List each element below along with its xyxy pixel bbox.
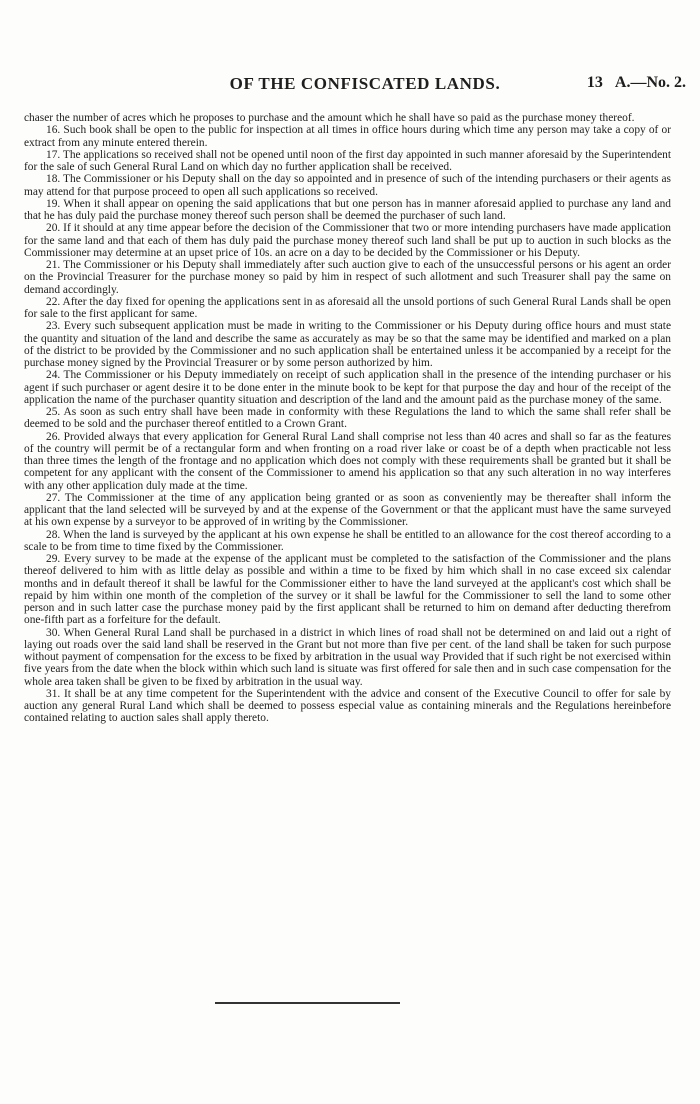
paragraph-24: 24. The Commissioner or his Deputy immediately on receipt of such application shall in the presence of the intending purchaser or his agent if such purchaser or agent desire it to be done enter in the minute book to be kept for that purpose the day and hour of the receipt of the application the name of the purchaser quantity situation and description of the land and the amount paid as the purchase money of the same. xyxy=(24,369,671,406)
page-number: 13 xyxy=(586,74,603,91)
end-rule xyxy=(215,1002,400,1004)
paragraph-16: 16. Such book shall be open to the public for inspection at all times in office hours during which time any person may take a copy of or extract from any minute entered therein. xyxy=(24,124,671,149)
paragraph-17: 17. The applications so received shall not be opened until noon of the first day appointed in such manner aforesaid by the Superintendent for the sale of such General Rural Land on which day no further application shall be received. xyxy=(24,148,671,173)
paragraph-26: 26. Provided always that every application for General Rural Land shall comprise not less than 40 acres and shall so far as the features of the country will permit be of a rectangular form and when fronting on a road river lake or coast be of a depth when practicable not less than three times the length of the frontage and no application which does not comply with these requirements shall be granted but it shall be competent for any applicant with the consent of the Commissioner to amend his application so that any such alteration in no way interferes with any other application duly made at the time. xyxy=(24,430,671,492)
paragraph-23: 23. Every such subsequent application must be made in writing to the Commissioner or his Deputy during office hours and must state the quantity and situation of the land and describe the same as accurately as may be so that the same may be identified and marked on a plan of the district to be provided by the Commissioner and no such application shall be entertained unless it be accompanied by a receipt for the purchase money signed by the Provincial Treasurer or by some person authorized by him. xyxy=(24,320,671,369)
paragraph-20: 20. If it should at any time appear before the decision of the Commissioner that two or more intending purchasers have made application for the same land and that each of them has duly paid the purchase money thereof such land shall be put up to auction in such blocks as the Commissioner may determine at an upset price of 10s. an acre on a day to be decided by the Commissioner or his Deputy. xyxy=(24,222,671,259)
paragraph-18: 18. The Commissioner or his Deputy shall on the day so appointed and in presence of such of the intending purchasers or their agents as may attend for that purpose proceed to open all such applications so received. xyxy=(24,173,671,198)
paragraph-30: 30. When General Rural Land shall be purchased in a district in which lines of road shall not be determined on and laid out a right of laying out roads over the said land shall be reserved in the Grant but not more than five per cent. of the land shall be taken for such purpose without payment of compensation for the excess to be fixed by arbitration in the usual way Provided that if such right be not exercised within five years from the date when the block within which such land is situate was first offered for sale then and in such case compensation for the whole area taken shall be given to be fixed by arbitration in the usual way. xyxy=(24,626,671,688)
paragraph-29: 29. Every survey to be made at the expense of the applicant must be completed to the satisfaction of the Commissioner and the plans thereof delivered to him with as little delay as possible and within a time to be fixed by him which shall in no case exceed six calendar months and in default thereof it shall be lawful for the Commissioner either to have the land surveyed at the applicant's cost which shall be repaid by him within one month of the completion of the survey or it shall be lawful for the Commissioner to sell the land to some other person and in such latter case the purchase money paid by the first applicant shall be returned to him on demand after deducting therefrom one-fifth part as a forfeiture for the default. xyxy=(24,553,671,627)
page-reference xyxy=(587,74,686,92)
paragraph-21: 21. The Commissioner or his Deputy shall immediately after such auction give to each of the unsuccessful persons or his agent an order on the Provincial Treasurer for the purchase money so paid by him in respect of such allotment and such Treasurer shall pay the same on demand accordingly. xyxy=(24,259,671,296)
document-body xyxy=(24,112,671,725)
page-header xyxy=(44,74,686,96)
document-ref: A.—No. 2. xyxy=(614,74,686,91)
paragraph-22: 22. After the day fixed for opening the applications sent in as aforesaid all the unsold portions of such General Rural Lands shall be open for sale to the first applicant for same. xyxy=(24,295,671,320)
paragraph-25: 25. As soon as such entry shall have been made in conformity with these Regulations the land to which the same shall refer shall be deemed to be sold and the purchaser thereof entitled to a Crown Grant. xyxy=(24,406,671,431)
paragraph-27: 27. The Commissioner at the time of any application being granted or as soon as conveniently may be thereafter shall inform the applicant that the land selected will be surveyed by and at the expense of the Government or that the applicant must have the same surveyed at his own expense by a surveyor to be approved of in writing by the Commissioner. xyxy=(24,491,671,529)
paragraph-28: 28. When the land is surveyed by the applicant at his own expense he shall be entitled to an allowance for the cost thereof according to a scale to be from time to time fixed by the Commissioner. xyxy=(24,528,671,553)
paragraph-19: 19. When it shall appear on opening the said applications that but one person has in manner aforesaid applied to purchase any land and that he has duly paid the purchase money thereof such person shall be deemed the purchaser of such land. xyxy=(24,197,671,222)
paragraph-continuation: chaser the number of acres which he proposes to purchase and the amount which he shall have so paid as the purchase money thereof. xyxy=(24,112,635,124)
page-title: OF THE CONFISCATED LANDS. xyxy=(229,74,501,93)
paragraph-31: 31. It shall be at any time competent for the Superintendent with the advice and consent of the Executive Council to offer for sale by auction any general Rural Land which shall be deemed to possess especial value as containing minerals and the Regulations hereinbefore contained relating to auction sales shall apply thereto. xyxy=(24,687,671,725)
